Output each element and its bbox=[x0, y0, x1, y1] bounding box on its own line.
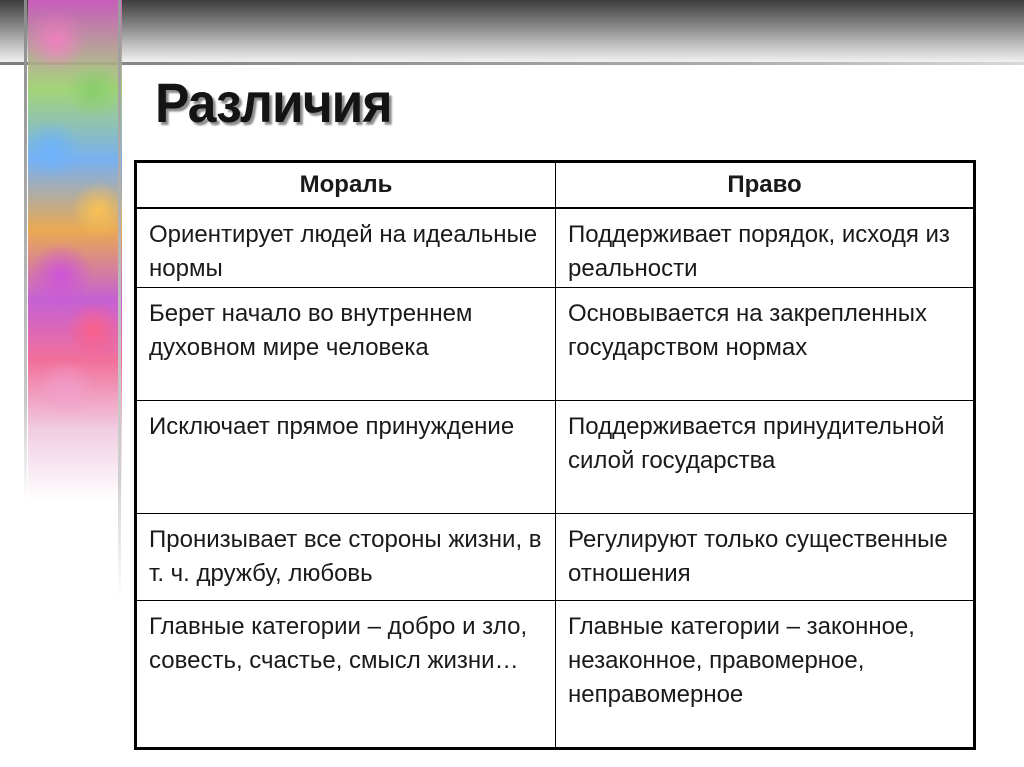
law-cell: Основывается на закрепленных государством нормах bbox=[556, 287, 975, 400]
morality-cell: Главные категории – добро и зло, совесть, счастье, смысл жизни… bbox=[136, 600, 556, 748]
table-header-row bbox=[136, 162, 975, 209]
law-cell: Главные категории – законное, незаконное, правомерное, неправомерное bbox=[556, 600, 975, 748]
law-cell: Поддерживает порядок, исходя из реальности bbox=[556, 208, 975, 287]
morality-cell: Исключает прямое принуждение bbox=[136, 400, 556, 513]
top-gradient-band bbox=[0, 0, 1024, 62]
table-row bbox=[136, 208, 975, 287]
morality-cell: Пронизывает все стороны жизни, в т. ч. дружбу, любовь bbox=[136, 513, 556, 600]
header-morality: Мораль bbox=[136, 162, 556, 209]
law-cell: Поддерживается принудительной силой государства bbox=[556, 400, 975, 513]
morality-cell: Берет начало во внутреннем духовном мире человека bbox=[136, 287, 556, 400]
vertical-rule-right bbox=[118, 0, 121, 600]
comparison-table bbox=[134, 160, 976, 750]
law-cell: Регулируют только существенные отношения bbox=[556, 513, 975, 600]
horizontal-rule bbox=[0, 62, 1024, 65]
table-row bbox=[136, 600, 975, 748]
decorative-color-strip bbox=[28, 0, 122, 500]
table-row bbox=[136, 287, 975, 400]
vertical-rule-left bbox=[24, 0, 27, 500]
table-row bbox=[136, 400, 975, 513]
slide-title: Различия bbox=[155, 71, 392, 134]
header-law: Право bbox=[556, 162, 975, 209]
morality-cell: Ориентирует людей на идеальные нормы bbox=[136, 208, 556, 287]
table-row bbox=[136, 513, 975, 600]
